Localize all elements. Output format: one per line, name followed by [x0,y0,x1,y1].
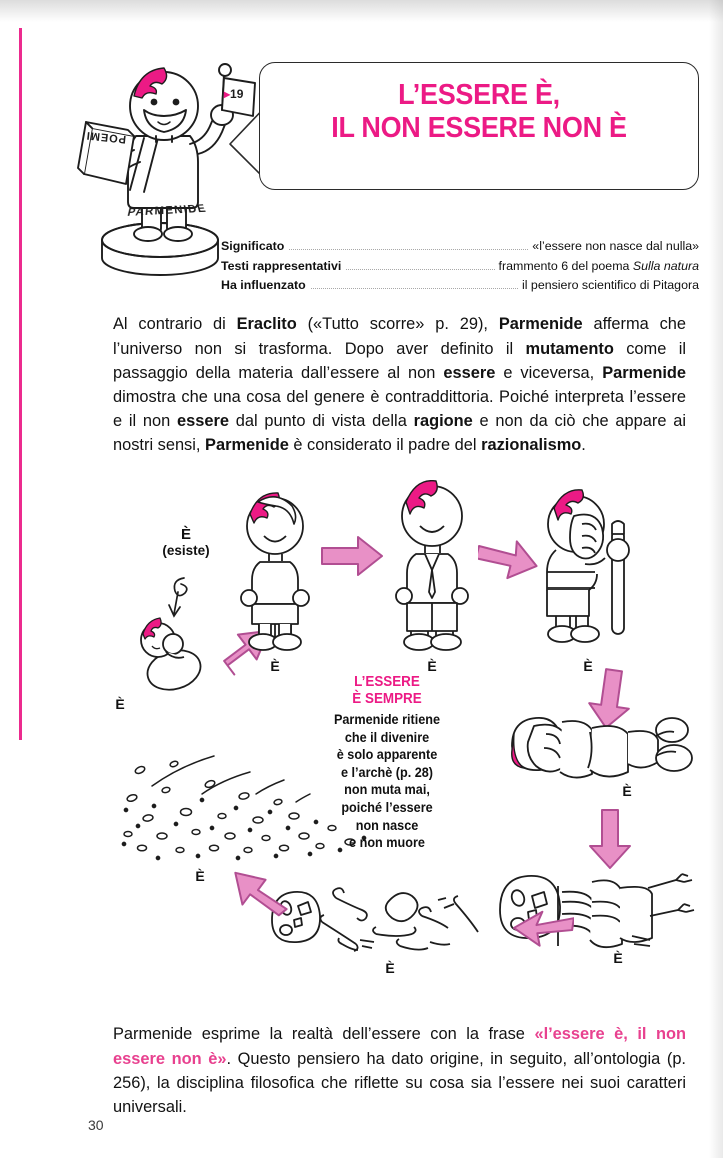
figure-corpse [500,706,700,792]
arrow-up-left-icon [228,862,290,918]
metadata-row-significato [221,239,699,253]
statue-pedestal-label: PARMENIDE [126,203,209,219]
page-number: 30 [88,1117,104,1133]
stage-label-skeleton: È [613,950,623,966]
stage-label-bones: È [385,960,395,976]
stage-label-adult: È [427,658,437,674]
stage-label-baby: È [115,696,125,712]
stage-label-old-man: È [583,658,593,674]
core-body-line: Parmenide ritiene [333,712,441,727]
metadata-label: Testi rappresentativi [221,258,342,273]
arrow-right-icon [320,534,384,578]
metadata-value: il pensiero scientifico di Pitagora [521,278,699,292]
stage-label-child: È [270,658,280,674]
core-body-line: è solo apparente [336,747,438,763]
flag-triangle-icon: ▸ [224,87,231,101]
metadata-leader-dots [346,268,494,270]
figure-old-man [540,488,640,658]
metadata-list [221,239,699,298]
core-body-line: che il divenire [344,729,430,745]
arrow-down-right-icon [478,534,540,584]
page-title-line-1: L’ESSERE È, [398,79,560,111]
stage-label-dust: È [195,868,205,884]
core-body-line: e non muore [349,835,425,851]
core-title-line-1: L’ESSERE [354,674,420,690]
arrow-down-left-icon [512,900,574,952]
stage-label-corpse: È [622,783,632,799]
metadata-leader-dots [289,248,528,250]
arrow-down-icon [588,808,634,870]
core-body-line: non muta mai, [344,782,430,798]
metadata-label: Significato [221,239,285,253]
core-body-line: e l’archè (p. 28) [340,764,434,780]
speech-bubble [259,62,699,190]
scan-shadow-top [0,0,723,22]
page-title-line-2: IL NON ESSERE NON È [331,112,627,145]
body-paragraph-bottom: Parmenide esprime la realtà dell’essere con la frase «l’essere è, il non essere non è». Questo pensiero ha dato origine, in seguito, all’ontologia (p. 256), la disciplina filosofica che riflette su cosa sia l’essere nei suoi caratteri universali. [113,1025,687,1116]
figure-baby [132,616,210,692]
core-callout [313,674,461,852]
metadata-value [499,259,699,273]
core-callout-title [319,674,455,708]
page-header [0,48,723,292]
metadata-label: Ha influenzato [221,278,306,292]
body-paragraph-top: Al contrario di Eraclito («Tutto scorre» p. 29), Parmenide afferma che l’universo non si trasforma. Dopo aver definito il mutamento come il passaggio della materia dall’essere al non essere e viceversa, Parmenide dimostra che una cosa del genere è contraddittoria. Poiché interpreta l’essere e il non essere dal punto di vista della ragione e non da ciò che appare ai nostri sensi, Parmenide è considerato il padre del razionalismo. [113,315,687,455]
figure-scattered-bones [266,882,482,956]
core-callout-body [318,711,456,852]
core-body-line: non nasce [355,817,419,833]
entry-label-esiste: È (esiste) [162,526,210,558]
figure-adult [392,480,472,652]
entry-curved-arrow-icon [168,574,198,620]
statue-book-label: POEMI [85,128,127,146]
metadata-value: «l’essere non nasce dal nulla» [532,239,699,253]
core-body-line: poiché l’essere [341,799,433,815]
metadata-row-testi-rappresentativi [221,259,699,273]
core-title-line-2: È SEMPRE [352,691,422,707]
metadata-value-italic: Sulla natura [632,258,699,273]
metadata-leader-dots [311,287,518,289]
statue-flag-label: ▸19 [224,87,244,101]
figure-child [236,492,314,652]
life-cycle-diagram [0,468,723,998]
metadata-row-ha-influenzato [221,278,699,292]
page-title [275,79,682,145]
metadata-value-plain: frammento 6 del poema [498,258,633,273]
